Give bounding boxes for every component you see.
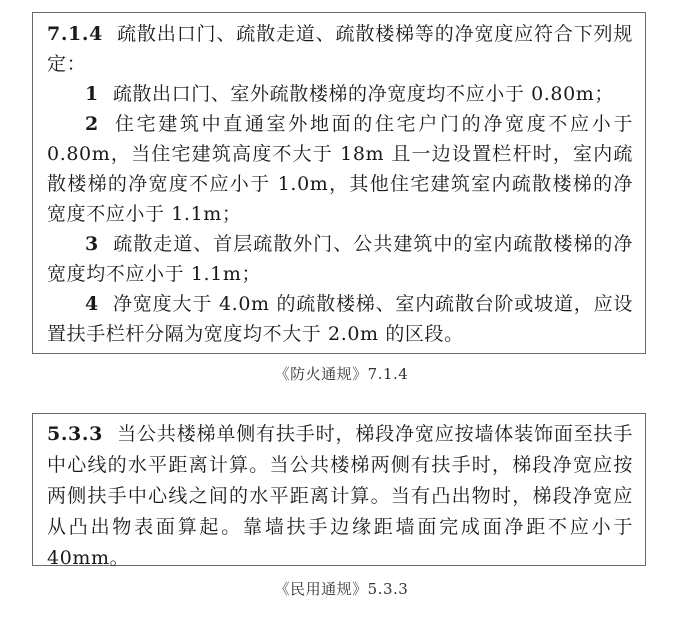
clause-item: [47, 229, 633, 289]
clause-item: [47, 289, 633, 349]
item-number: 3: [85, 233, 99, 255]
fire-code-caption: 《防火通规》7.1.4: [274, 365, 409, 383]
item-text: 疏散出口门、室外疏散楼梯的净宽度均不应小于 0.80m；: [112, 83, 614, 105]
clause-body: [47, 419, 633, 574]
item-number: 4: [85, 293, 99, 315]
item-text: 疏散走道、首层疏散外门、公共建筑中的室内疏散楼梯的净宽度均不应小于 1.1m；: [47, 233, 633, 285]
civil-code-clause-box: [32, 413, 646, 569]
clause-number: 7.1.4: [47, 23, 103, 45]
fire-code-clause-box: [32, 12, 646, 354]
clause-heading-text: 疏散出口门、疏散走道、疏散楼梯等的净宽度应符合下列规定：: [47, 23, 633, 75]
item-number: 1: [85, 83, 99, 105]
item-text: 净宽度大于 4.0m 的疏散楼梯、室内疏散台阶或坡道，应设置扶手栏杆分隔为宽度均不大于 2.0m 的区段。: [47, 293, 633, 345]
item-number: 2: [85, 113, 99, 135]
item-text: 住宅建筑中直通室外地面的住宅户门的净宽度不应小于 0.80m，当住宅建筑高度不大于 18m 且一边设置栏杆时，室内疏散楼梯的净宽度不应小于 1.0m，其他住宅建筑室内疏散楼梯的净宽度不应小于 1.1m；: [47, 113, 633, 225]
civil-code-caption: 《民用通规》5.3.3: [274, 580, 409, 598]
clause-number: 5.3.3: [47, 423, 103, 445]
clause-heading: [47, 19, 633, 79]
clause-text: 当公共楼梯单侧有扶手时，梯段净宽应按墙体装饰面至扶手中心线的水平距离计算。当公共楼梯两侧有扶手时，梯段净宽应按两侧扶手中心线之间的水平距离计算。当有凸出物时，梯段净宽应从凸出物表面算起。靠墙扶手边缘距墙面完成面净距不应小于 40mm。: [47, 423, 633, 569]
clause-item: [47, 79, 633, 109]
clause-item: [47, 109, 633, 229]
